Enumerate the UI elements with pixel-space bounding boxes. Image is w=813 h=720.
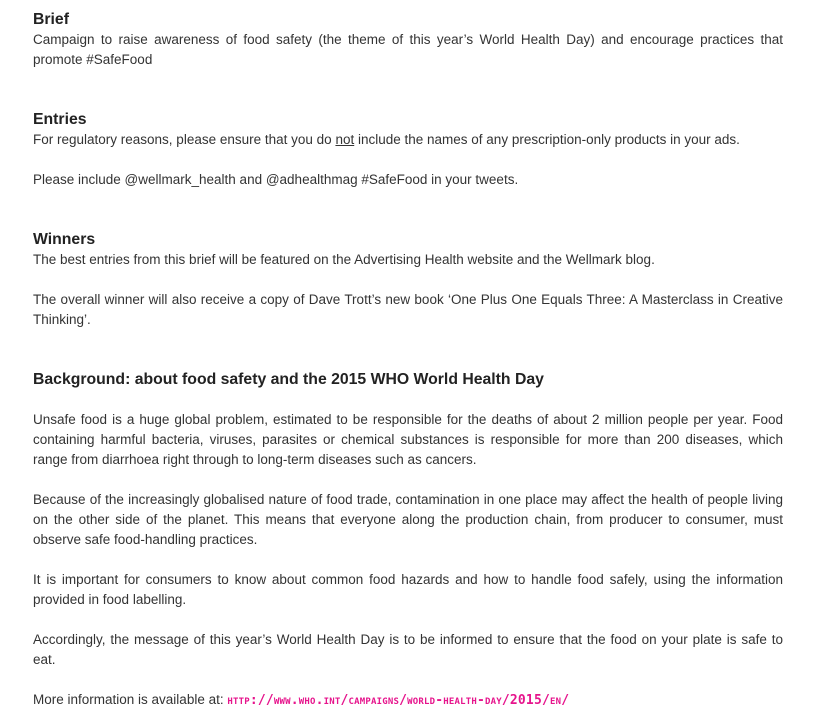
brief-document <box>33 10 783 711</box>
entries-text-before: For regulatory reasons, please ensure that you do <box>33 132 336 147</box>
more-info-label: More information is available at: <box>33 692 228 707</box>
entries-section <box>33 110 783 190</box>
background-paragraph-2: Because of the increasingly globalised nature of food trade, contamination in one place may affect the health of people living on the other side of the planet. This means that everyone along the production chain, from producer to consumer, must observe safe food-handling practices. <box>33 492 783 547</box>
who-campaign-link[interactable]: http://www.who.int/campaigns/world-health-day/2015/en/ <box>227 693 570 708</box>
brief-text: Campaign to raise awareness of food safety (the theme of this year’s World Health Day) and encourage practices that promote #SafeFood <box>33 32 783 67</box>
background-paragraph-1: Unsafe food is a huge global problem, estimated to be responsible for the deaths of about 2 million people per year. Food containing harmful bacteria, viruses, parasites or chemical substances is responsible for more than 200 diseases, which range from diarrhoea right through to long-term diseases such as cancers. <box>33 412 783 467</box>
entries-emphasis: not <box>335 132 355 147</box>
more-info-line <box>33 690 783 711</box>
background-paragraph-3: It is important for consumers to know about common food hazards and how to handle food safely, using the information provided in food labelling. <box>33 572 783 607</box>
entries-heading: Entries <box>33 111 87 128</box>
brief-section <box>33 10 783 70</box>
background-section <box>33 370 783 711</box>
winners-section <box>33 230 783 330</box>
entries-text-after: include the names of any prescription-only products in your ads. <box>354 132 740 147</box>
entries-regulatory-text <box>33 130 783 150</box>
winners-heading: Winners <box>33 231 96 248</box>
background-paragraph-4: Accordingly, the message of this year’s World Health Day is to be informed to ensure that the food on your plate is safe to eat. <box>33 632 783 667</box>
brief-heading: Brief <box>33 11 69 28</box>
entries-tweet-text: Please include @wellmark_health and @adhealthmag #SafeFood in your tweets. <box>33 172 519 187</box>
winners-featured-text: The best entries from this brief will be featured on the Advertising Health website and the Wellmark blog. <box>33 252 655 267</box>
background-heading: Background: about food safety and the 2015 WHO World Health Day <box>33 371 544 388</box>
winners-prize-text: The overall winner will also receive a copy of Dave Trott’s new book ‘One Plus One Equals Three: A Masterclass in Creative Thinking’. <box>33 292 783 327</box>
